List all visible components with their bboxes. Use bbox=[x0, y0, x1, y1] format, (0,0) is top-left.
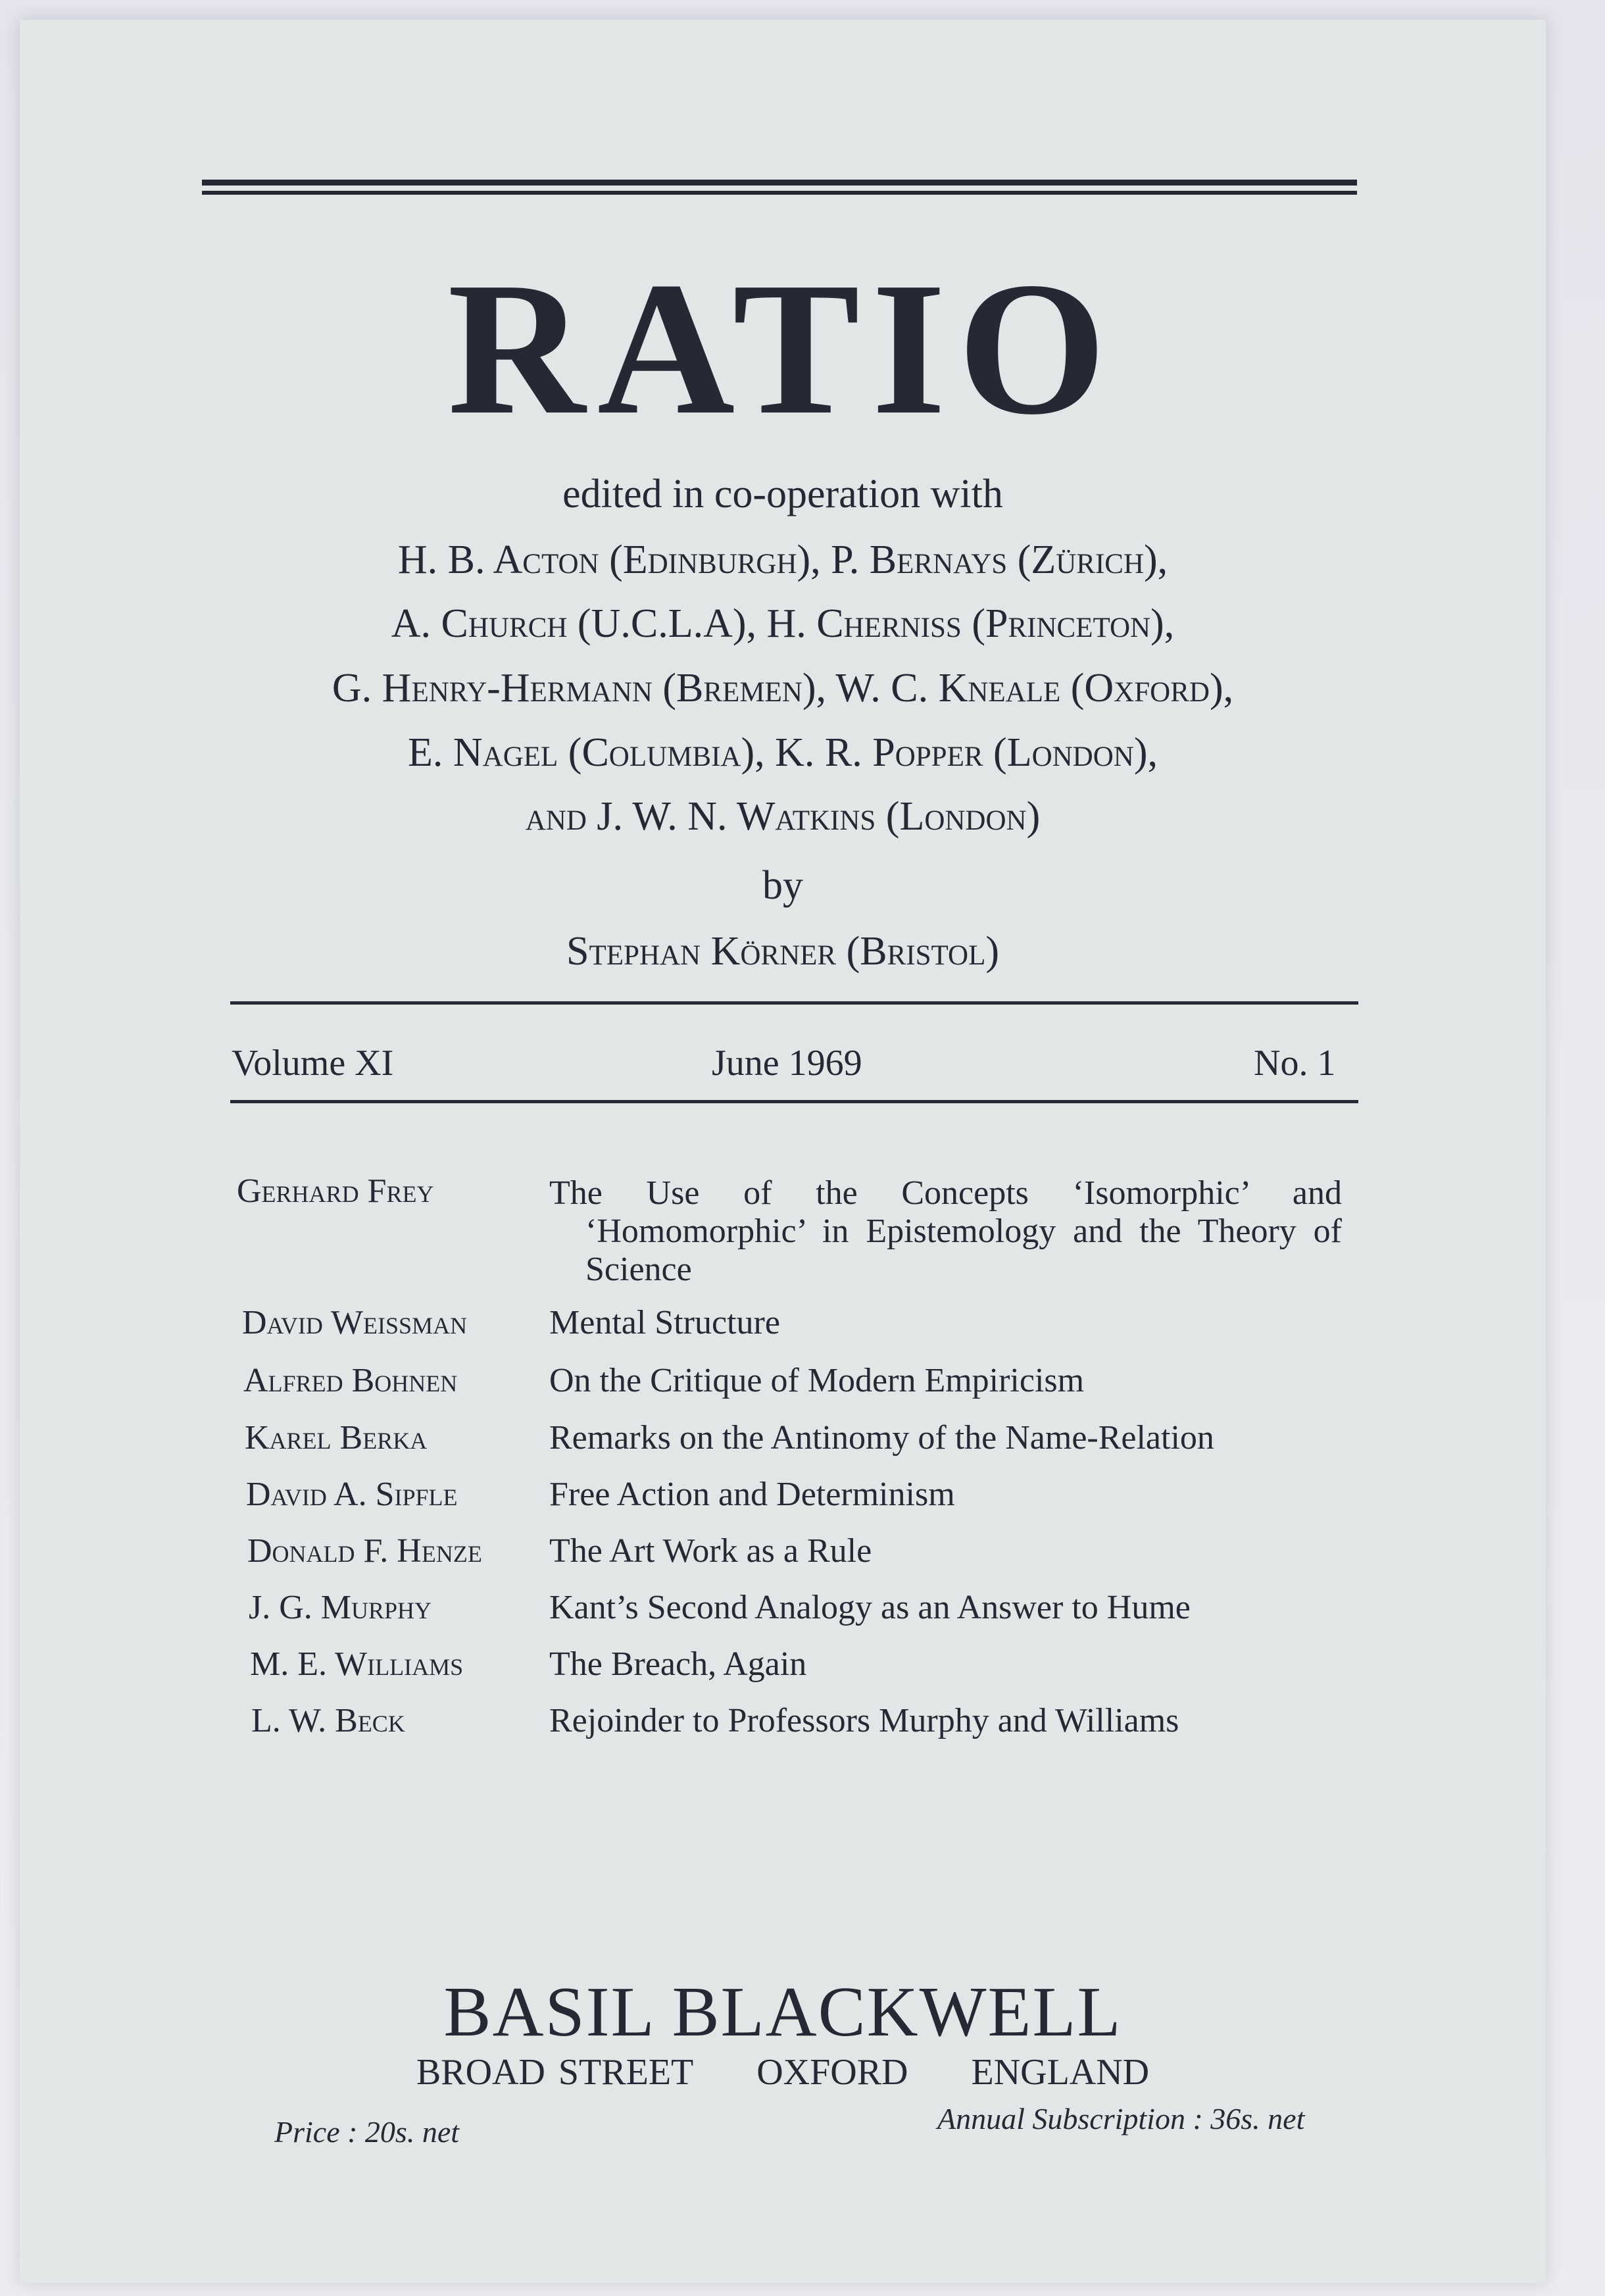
address-city: OXFORD bbox=[756, 2052, 908, 2093]
editor-line-5: and J. W. N. Watkins (London) bbox=[525, 794, 1041, 839]
editor-line-2: A. Church (U.C.L.A), H. Cherniss (Princeton), bbox=[391, 601, 1175, 646]
toc-author: David A. Sipfle bbox=[246, 1476, 458, 1513]
toc-author: Donald F. Henze bbox=[247, 1532, 482, 1570]
toc-title: The Use of the Concepts ‘Isomorphic’ and ‘Homomorphic’ in Epistemology and the Theory of Science bbox=[549, 1174, 1342, 1288]
journal-cover bbox=[20, 20, 1546, 2283]
chief-editor: Stephan Körner (Bristol) bbox=[566, 929, 999, 974]
toc-author: David Weissman bbox=[242, 1304, 468, 1341]
editor-line-1: H. B. Acton (Edinburgh), P. Bernays (Zürich), bbox=[397, 537, 1168, 582]
toc-author: L. W. Beck bbox=[251, 1702, 405, 1739]
volume-label: Volume XI bbox=[232, 1043, 394, 1084]
toc-entry bbox=[237, 1421, 1368, 1460]
toc-entry bbox=[237, 1534, 1368, 1574]
journal-title: RATIO bbox=[447, 243, 1118, 454]
address-street: BROAD STREET bbox=[416, 2052, 694, 2093]
editor-line-3: G. Henry-Hermann (Bremen), W. C. Kneale (Oxford), bbox=[332, 666, 1234, 711]
toc-entry bbox=[237, 1647, 1368, 1687]
toc-title: Remarks on the Antinomy of the Name-Relation bbox=[549, 1419, 1214, 1457]
toc-author: Gerhard Frey bbox=[237, 1172, 434, 1210]
toc-title: The Breach, Again bbox=[549, 1645, 807, 1683]
toc-author: Karel Berka bbox=[245, 1419, 428, 1457]
toc-title: The Art Work as a Rule bbox=[549, 1532, 872, 1570]
toc-author: M. E. Williams bbox=[250, 1645, 464, 1683]
toc-title: Kant’s Second Analogy as an Answer to Hume bbox=[549, 1589, 1191, 1626]
issue-number: No. 1 bbox=[1254, 1043, 1336, 1084]
toc-title: Free Action and Determinism bbox=[549, 1476, 955, 1513]
annual-subscription: Annual Subscription : 36s. net bbox=[937, 2102, 1305, 2135]
toc-author: J. G. Murphy bbox=[249, 1589, 432, 1626]
publisher-address bbox=[20, 2054, 1546, 2091]
editor-line-4: E. Nagel (Columbia), K. R. Popper (London), bbox=[408, 730, 1158, 775]
address-country: ENGLAND bbox=[971, 2052, 1150, 2093]
toc-title: Mental Structure bbox=[549, 1304, 780, 1341]
toc-title: Rejoinder to Professors Murphy and Williams bbox=[549, 1702, 1179, 1739]
toc-entry bbox=[237, 1174, 1368, 1293]
toc-title: On the Critique of Modern Empiricism bbox=[549, 1362, 1085, 1399]
top-rule-thin bbox=[202, 191, 1357, 195]
by-line: by bbox=[762, 863, 803, 908]
issue-rule-top bbox=[230, 1001, 1358, 1005]
toc-entry bbox=[237, 1364, 1368, 1403]
issue-date: June 1969 bbox=[712, 1043, 862, 1084]
toc-entry bbox=[237, 1306, 1368, 1345]
edited-line: edited in co-operation with bbox=[562, 472, 1003, 516]
toc-entry bbox=[237, 1704, 1368, 1743]
publisher-name: BASIL BLACKWELL bbox=[443, 1973, 1122, 2051]
issue-rule-bottom bbox=[230, 1100, 1358, 1103]
top-rule-thick bbox=[202, 180, 1357, 186]
toc-entry bbox=[237, 1478, 1368, 1517]
single-price: Price : 20s. net bbox=[274, 2115, 460, 2149]
toc-entry bbox=[237, 1591, 1368, 1630]
toc-author: Alfred Bohnen bbox=[243, 1362, 458, 1399]
